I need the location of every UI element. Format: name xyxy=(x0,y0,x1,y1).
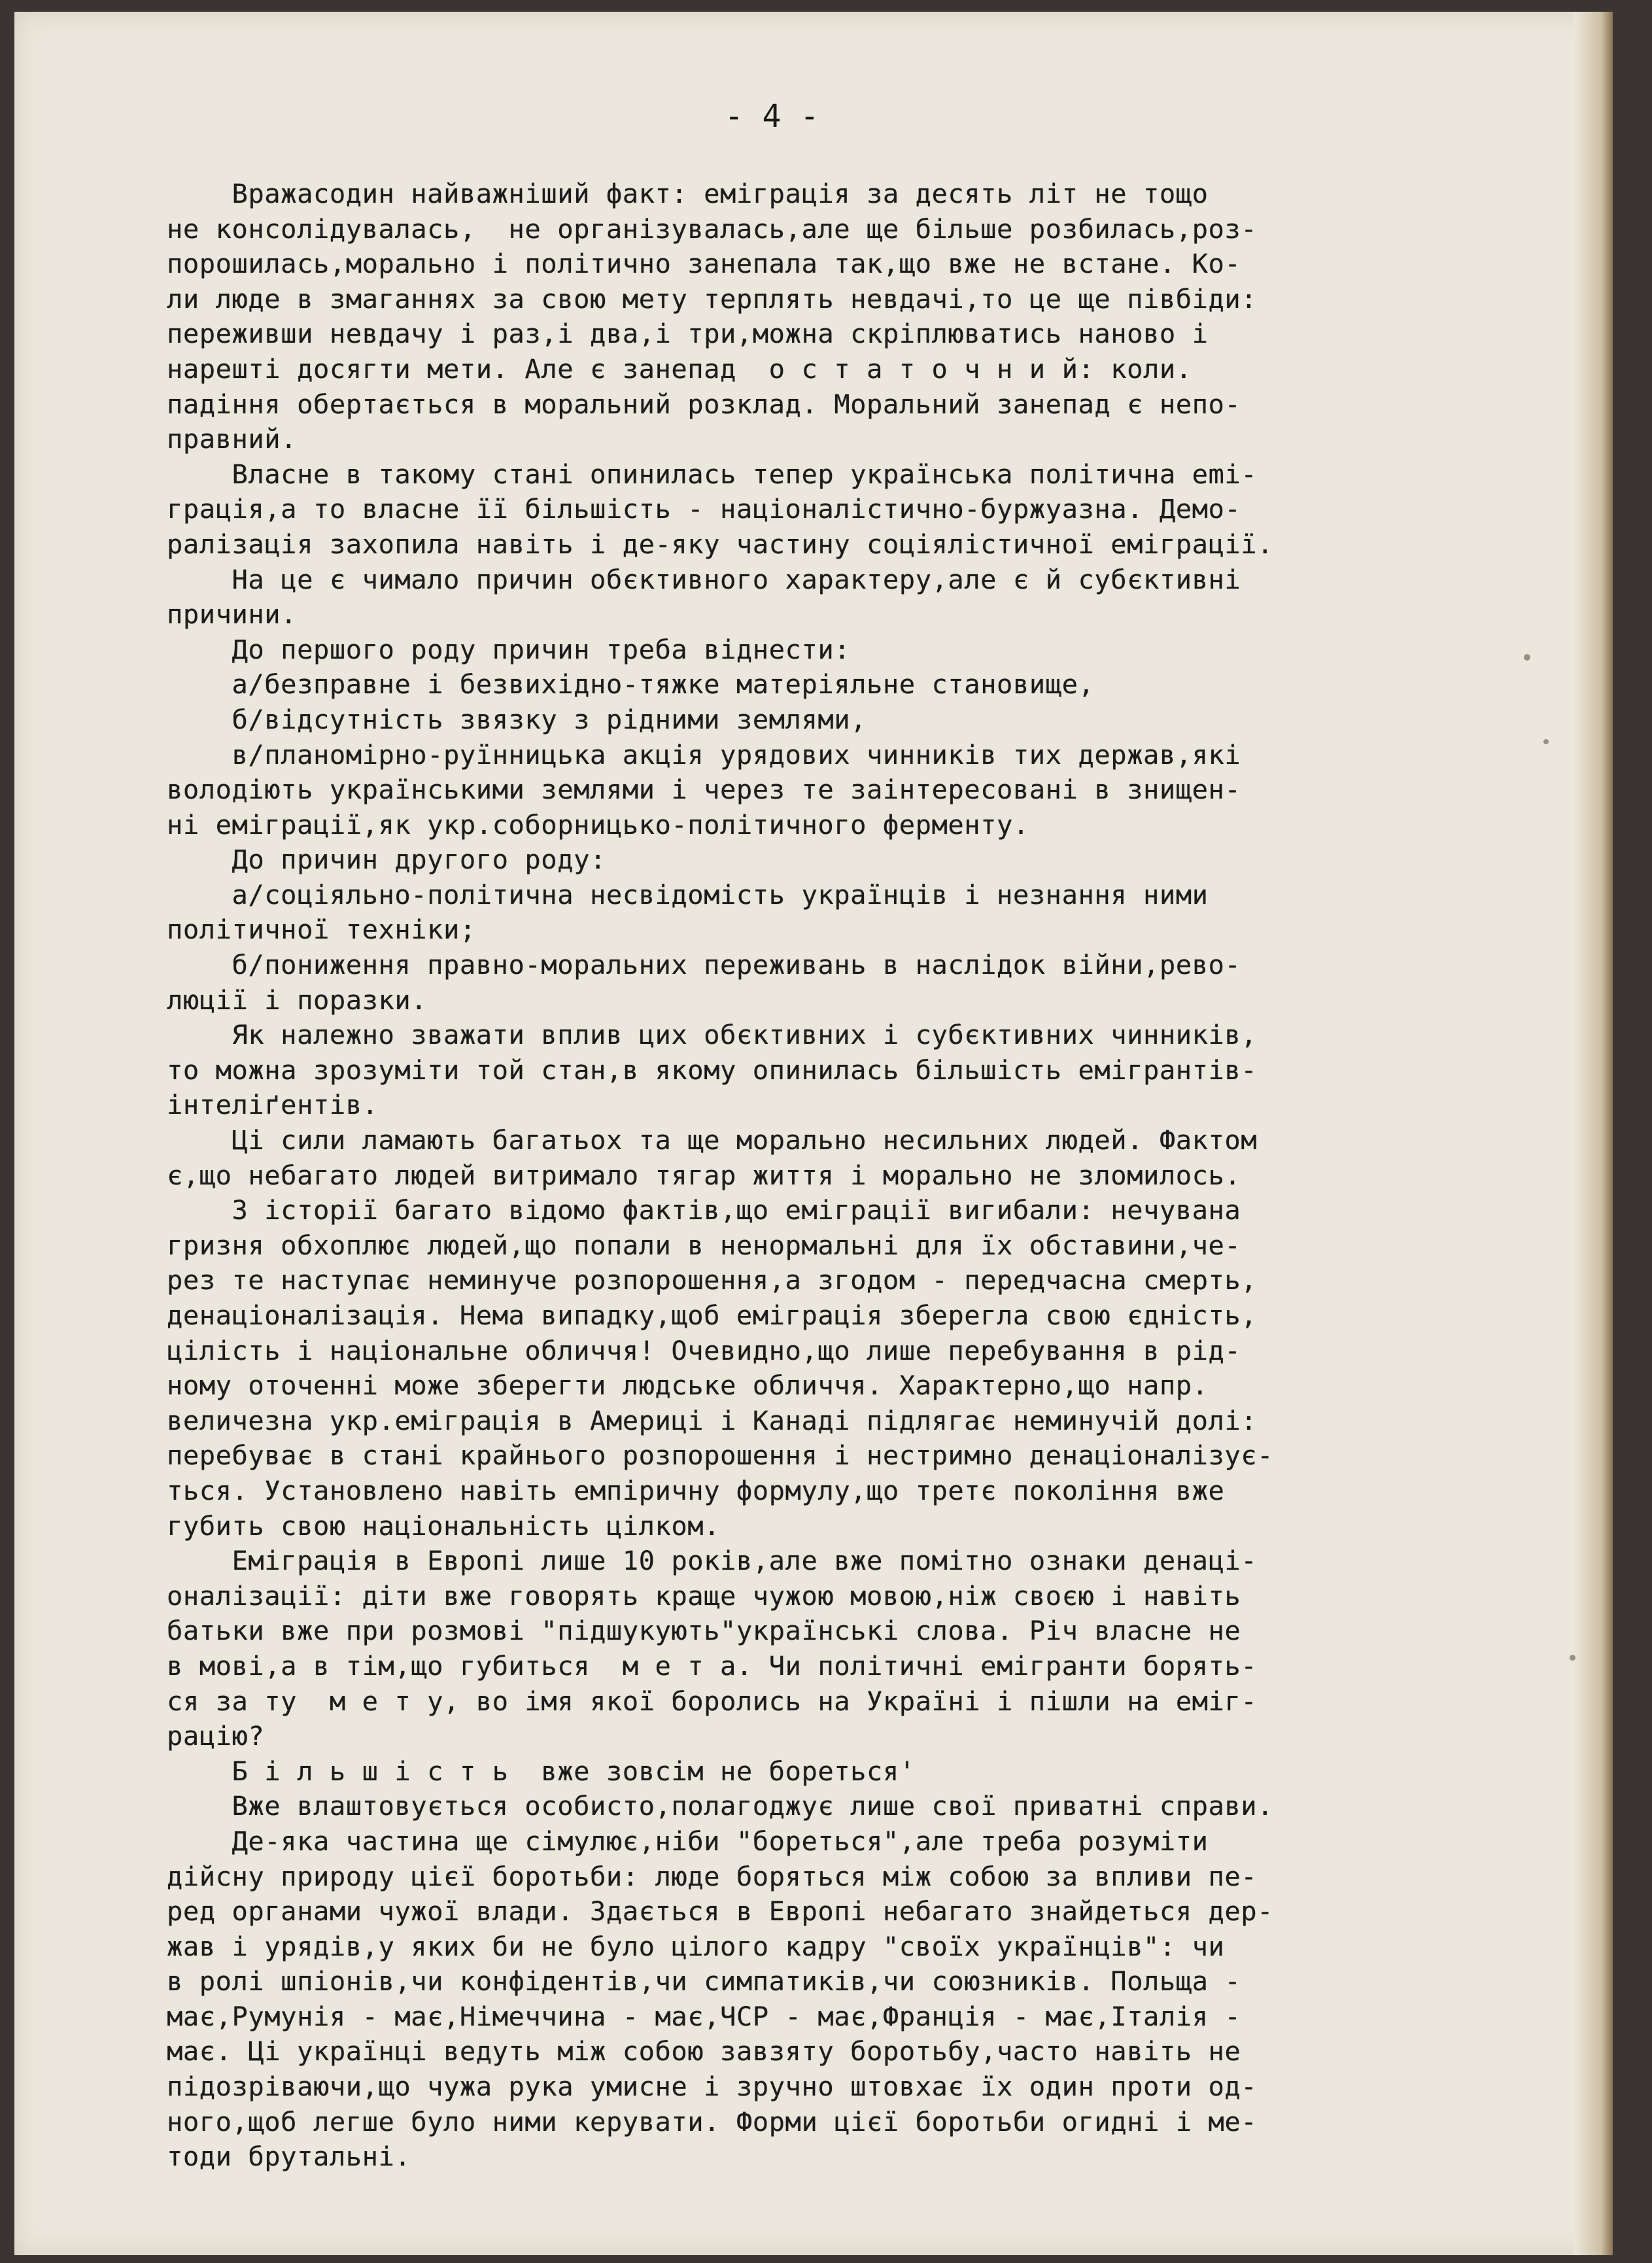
text-line: ралізація захопила навіть і де-яку частину соціялістичної еміграції. xyxy=(167,528,1274,560)
text-line: переживши невдачу і раз,і два,і три,можна скріплюватись наново і xyxy=(167,318,1209,350)
text-line: а/соціяльно-політична несвідомість українців і незнання ними xyxy=(167,878,1209,910)
paper-edge-shadow xyxy=(1574,12,1613,2255)
text-line: ся за ту м е т у, во імя якої боролись на Україні і пішли на еміг- xyxy=(167,1685,1258,1717)
text-line: має. Ці українці ведуть між собою завзяту боротьбу,часто навіть не xyxy=(167,2035,1241,2067)
text-line: володіють українськими землями і через те заінтересовані в знищен- xyxy=(167,774,1241,806)
text-line: ред органами чужої влади. Здається в Европі небагато знайдеться дер- xyxy=(167,1895,1274,1927)
text-line: величезна укр.еміграція в Америці і Канаді підлягає неминучій долі: xyxy=(167,1404,1258,1436)
text-line: оналізації: діти вже говорять краще чужою мовою,ніж своєю і навіть xyxy=(167,1580,1241,1612)
text-line: Еміграція в Европі лише 10 років,але вже помітно ознаки денаці- xyxy=(167,1545,1258,1577)
text-line: має,Румунія - має,Німеччина - має,ЧСР - має,Франція - має,Італія - xyxy=(167,2000,1241,2032)
text-line: До першого роду причин треба віднести: xyxy=(167,633,851,665)
text-line: б/пониження правно-моральних переживань в наслідок війни,рево- xyxy=(167,949,1241,981)
text-line: ні еміграції,як укр.соборницько-політичного ферменту. xyxy=(167,808,1029,840)
text-line: батьки вже при розмові "підшукують"українські слова. Річ власне не xyxy=(167,1615,1241,1647)
text-line: не консолідувалась, не організувалась,але ще більше розбилась,роз- xyxy=(167,213,1258,245)
text-line: Де-яка частина ще сімулює,ніби "бореться",але треба розуміти xyxy=(167,1825,1209,1857)
text-line: перебуває в стані крайнього розпорошення і нестримно денаціоналізує- xyxy=(167,1440,1274,1472)
text-line: підозріваючи,що чужа рука умисне і зручно штовхає їх один проти од- xyxy=(167,2071,1258,2103)
text-line: Вже влаштовується особисто,полагоджує лише свої приватні справи. xyxy=(167,1790,1274,1822)
text-line: інтеліґентів. xyxy=(167,1089,379,1121)
text-line: Вражасодин найважніший факт: еміграція за десять літ не тощо xyxy=(167,178,1209,209)
text-line: губить свою національність цілком. xyxy=(167,1510,721,1542)
page-number: - 4 - xyxy=(724,98,819,135)
text-line: На це є чимало причин обєктивного характеру,але є й субєктивні xyxy=(167,563,1241,595)
text-line: Ці сили ламають багатьох та ще морально несильних людей. Фактом xyxy=(167,1124,1258,1156)
text-line: дійсну природу цієї боротьби: люде борятьcя між собою за впливи пе- xyxy=(167,1860,1258,1892)
paper-speck xyxy=(1570,1655,1575,1661)
text-line: падіння обертається в моральний розклад. Моральний занепад є непо- xyxy=(167,388,1241,420)
text-line: Б і л ь ш і с т ь вже зовсім не бореться' xyxy=(167,1755,916,1787)
text-line: нарешті досягти мети. Але є занепад о с т а т о ч н и й: коли. xyxy=(167,353,1192,385)
text-line: в мові,а в тім,що губиться м е т а. Чи політичні емігранти борять- xyxy=(167,1650,1258,1682)
text-line: люції і поразки. xyxy=(167,984,428,1016)
text-line: жав і урядів,у яких би не було цілого кадру "своїх українців": чи xyxy=(167,1930,1225,1962)
paper-speck xyxy=(1543,739,1549,744)
text-line: ного,щоб легше було ними керувати. Форми цієї боротьби огидні і ме- xyxy=(167,2105,1258,2137)
text-line: грація,а то власне її більшість - націоналістично-буржуазна. Демо- xyxy=(167,493,1241,525)
text-line: гризня обхоплює людей,що попали в ненормальні для їх обставини,че- xyxy=(167,1229,1241,1261)
text-line: ному оточенні може зберегти людське обличчя. Характерно,що напр. xyxy=(167,1370,1209,1402)
body-text xyxy=(167,177,1514,2175)
text-line: Власне в такому стані опинилась тепер українська політична emі- xyxy=(167,458,1258,490)
text-line: денаціоналізація. Нема випадку,щоб еміграція зберегла свою єдність, xyxy=(167,1300,1258,1331)
text-line: цілість і національне обличчя! Очевидно,що лише перебування в рід- xyxy=(167,1334,1241,1366)
text-line: причини. xyxy=(167,598,298,631)
text-line: в ролі шпіонів,чи конфідентів,чи симпатиків,чи союзників. Польща - xyxy=(167,1965,1241,1997)
text-line: а/безправне і безвихідно-тяжке матеріяльне становище, xyxy=(167,668,1095,700)
text-line: правний. xyxy=(167,423,298,455)
text-line: в/планомірно-руїнницька акція урядових чинників тих держав,які xyxy=(167,738,1241,770)
text-line: рацію? xyxy=(167,1720,265,1752)
text-line: До причин другого роду: xyxy=(167,844,606,876)
paper-speck xyxy=(1524,654,1530,661)
text-line: ли люде в змаганнях за свою мету терплять невдачі,то це ще півбіди: xyxy=(167,283,1258,315)
text-line: то можна зрозуміти той стан,в якому опинилась більшість емігрантів- xyxy=(167,1054,1258,1086)
text-line: б/відсутність звязку з рідними землями, xyxy=(167,703,867,735)
text-line: порошилась,морально і політично занепала так,що вже не встане. Ко- xyxy=(167,248,1241,280)
text-line: ться. Установлено навіть емпіричну формулу,що третє покоління вже xyxy=(167,1474,1225,1506)
text-line: політичної техніки; xyxy=(167,914,476,946)
text-line: є,що небагато людей витримало тягар життя і морально не зломилось. xyxy=(167,1159,1241,1191)
text-line: З історії багато відомо фактів,що еміграції вигибали: нечувана xyxy=(167,1194,1241,1226)
text-line: Як належно зважати вплив цих обєктивних і субєктивних чинників, xyxy=(167,1019,1258,1051)
text-line: рез те наступає неминуче розпорошення,а згодом - передчасна смерть, xyxy=(167,1264,1258,1296)
text-line: тоди брутальні. xyxy=(167,2141,411,2173)
